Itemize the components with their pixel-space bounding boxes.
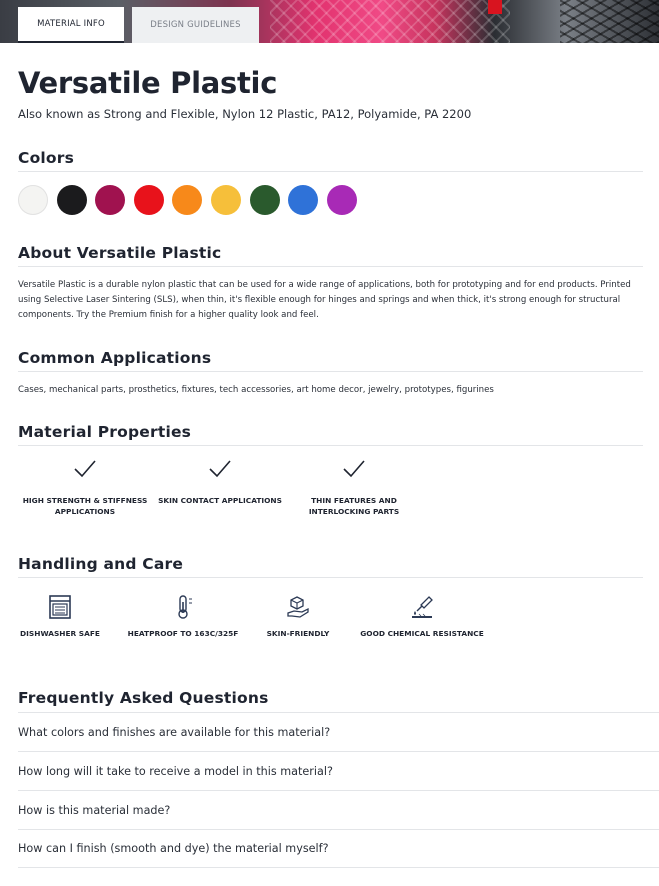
care-label: GOOD CHEMICAL RESISTANCE [360,629,484,638]
swatch-purple[interactable] [327,185,357,215]
care-label: HEATPROOF TO 163C/325F [127,629,239,638]
hand-cube-icon [285,594,311,620]
properties-list [18,459,418,519]
faq-heading: Frequently Asked Questions [18,689,269,707]
about-text: Versatile Plastic is a durable nylon plastic that can be used for a wide range of applications, both for prototyping and for end products. Printed using Selective Laser Sintering (SLS), when thin, it's flexible enough for hinges and springs and when thick, it's strong enough for structural components. Try the Premium finish for a higher quality look and feel. [18,280,631,320]
dishwasher-icon [47,594,73,620]
divider [18,171,643,172]
property-item [287,459,421,517]
color-swatches [18,185,365,215]
applications-text: Cases, mechanical parts, prosthetics, fixtures, tech accessories, art home decor, jewelry, prototypes, figurines [18,385,494,395]
swatch-purple-red[interactable] [95,185,125,215]
swatch-blue[interactable] [288,185,318,215]
divider [18,371,643,372]
swatch-orange[interactable] [172,185,202,215]
swatch-red[interactable] [134,185,164,215]
tab-bar [18,7,259,43]
checkmark-icon [342,459,366,479]
property-item [18,459,152,517]
care-item [18,594,102,638]
care-item [262,594,334,638]
property-label: SKIN CONTACT APPLICATIONS [158,496,282,505]
care-heading: Handling and Care [18,555,184,573]
property-item [153,459,287,506]
care-item [125,594,241,638]
properties-heading: Material Properties [18,423,192,441]
checkmark-icon [208,459,232,479]
faq-item[interactable]: What colors and finishes are available for this material? [18,712,659,751]
chemical-dropper-icon [409,594,435,620]
tab-material-info[interactable]: MATERIAL INFO [18,7,124,43]
care-item [357,594,487,638]
tab-design-guidelines[interactable]: DESIGN GUIDELINES [132,7,259,43]
property-label: THIN FEATURES AND INTERLOCKING PARTS [308,496,400,516]
faq-item[interactable]: How long will it take to receive a model in this material? [18,751,659,790]
divider [18,577,643,578]
care-label: SKIN-FRIENDLY [266,629,330,638]
faq-item[interactable]: How is this material made? [18,790,659,829]
applications-heading: Common Applications [18,349,212,367]
faq-item[interactable]: How can I finish (smooth and dye) the material myself? [18,829,659,868]
hero-dark-mesh-decoration [560,0,659,43]
property-label: HIGH STRENGTH & STIFFNESS APPLICATIONS [22,496,148,516]
care-label: DISHWASHER SAFE [20,629,100,638]
swatch-yellow[interactable] [211,185,241,215]
colors-heading: Colors [18,149,75,167]
about-heading: About Versatile Plastic [18,244,222,262]
faq-list [18,712,659,868]
thermometer-icon [170,594,196,620]
checkmark-icon [73,459,97,479]
swatch-white[interactable] [18,185,48,215]
hero-red-object [488,0,502,14]
also-known-as: Also known as Strong and Flexible, Nylon 12 Plastic, PA12, Polyamide, PA 2200 [18,107,472,121]
divider [18,266,643,267]
swatch-black[interactable] [57,185,87,215]
care-list [18,594,538,644]
divider [18,445,643,446]
hero-mesh-decoration [270,0,510,43]
swatch-green[interactable] [250,185,280,215]
page-title: Versatile Plastic [18,66,278,100]
